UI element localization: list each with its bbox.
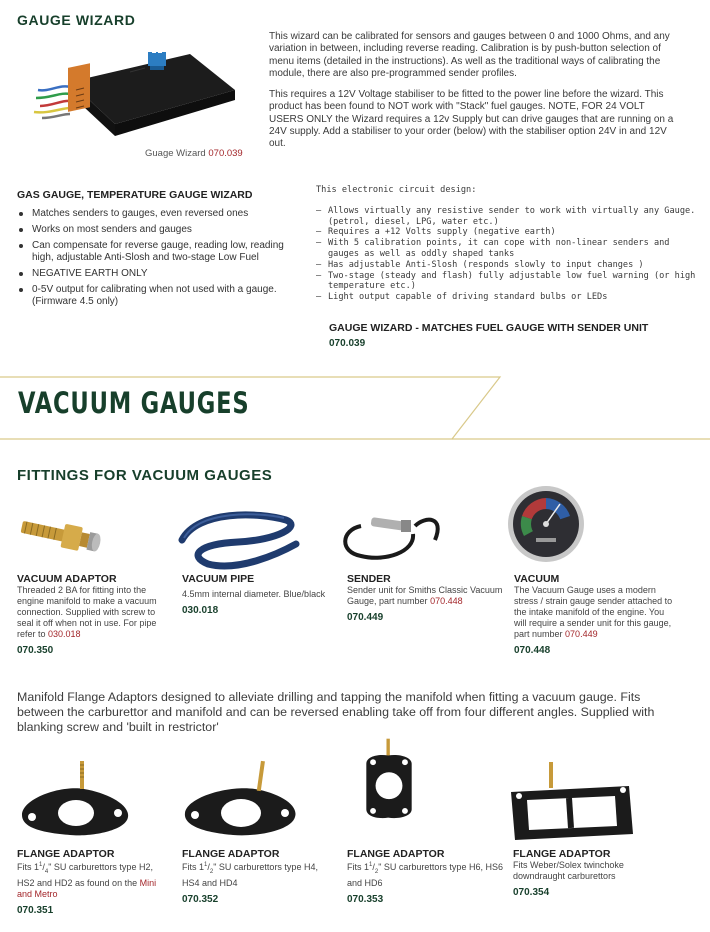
product-description: Fits Weber/Solex twinchoke downdraught carburettors <box>513 860 624 881</box>
product-title: FLANGE ADAPTOR <box>17 848 115 860</box>
flange-card-353 <box>347 848 505 905</box>
gauge-wizard-intro <box>269 31 677 160</box>
feature-list <box>18 208 303 312</box>
circuit-item: – Has adjustable Anti-Slosh (responds slowly to input changes ) <box>316 259 644 270</box>
vacuum-adaptor-image <box>14 500 154 584</box>
product-code[interactable]: 070.350 <box>17 645 54 656</box>
product-title: FLANGE ADAPTOR <box>182 848 280 860</box>
sender-image <box>335 496 475 580</box>
circuit-lead: This electronic circuit design: <box>316 185 477 195</box>
gauge-wizard-caption <box>145 148 243 159</box>
vacuum-gauges-title: VACUUM GAUGES <box>18 386 250 420</box>
caption-text: Guage Wizard <box>145 148 206 159</box>
product-code[interactable]: 070.449 <box>347 612 384 623</box>
product-title: FLANGE ADAPTOR <box>513 848 611 860</box>
product-title: FLANGE ADAPTOR <box>347 848 445 860</box>
feature-item: 0-5V output for calibrating when not used with a gauge. (Firmware 4.5 only) <box>18 284 303 308</box>
feature-item: Can compensate for reverse gauge, reading low, reading high, adjustable Anti-Slosh and two-stage Low Fuel <box>18 240 303 264</box>
order-code[interactable]: 070.039 <box>329 338 366 349</box>
caption-code-link[interactable]: 070.039 <box>208 148 243 159</box>
gas-gauge-subheading: GAS GAUGE, TEMPERATURE GAUGE WIZARD <box>17 189 253 201</box>
circuit-item: – With 5 calibration points, it can cope with non-linear senders and gauges as well as oddly shaped tanks <box>316 238 670 259</box>
product-title: VACUUM ADAPTOR <box>17 573 117 585</box>
product-code[interactable]: 070.352 <box>182 893 219 905</box>
product-card-vacuum-pipe <box>182 573 337 616</box>
product-description: Threaded 2 BA for fitting into the engine manifold to make a vacuum connection. Supplied with screw to seal it off when not in use. For pipe refer to 030.018 <box>17 585 157 639</box>
flange-card-351 <box>17 848 167 916</box>
product-link[interactable]: 070.449 <box>565 629 598 639</box>
flange-card-352 <box>182 848 337 905</box>
circuit-item: – Light output capable of driving standard bulbs or LEDs <box>316 292 608 303</box>
gauge-wizard-heading: GAUGE WIZARD <box>17 12 136 28</box>
gauge-wizard-image <box>30 32 250 144</box>
product-description: Fits $1^1/_4$" SU carburettors type H2, HS2 and HD2 as found on the Mini and Metro <box>17 862 157 899</box>
product-title: SENDER <box>347 573 391 585</box>
feature-item: NEGATIVE EARTH ONLY <box>18 268 303 280</box>
intro-paragraph-2: This requires a 12V Voltage stabiliser to be fitted to the power line before the wizard. This product has been found to NOT work with "Stack" fuel gauges. NOTE, FOR 24 VOLT USERS ONLY the Wizard requires a 12v Supply but can drive gauges that are running on a 24V supply. Add a stabiliser to your order (below) with the stabiliser option 24V in and 12V out. <box>269 89 674 150</box>
manifold-description: Manifold Flange Adaptors designed to alleviate drilling and tapping the manifold when fitting a vacuum gauge. Fits between the carburettor and manifold and can be reversed enabling take off from four different angles. Supplied with blanking screw and 'built in restrictor' <box>17 690 655 734</box>
circuit-item: – Allows virtually any resistive sender to work with virtually any Gauge. (petrol, diesel, LPG, water etc.) <box>316 205 696 227</box>
circuit-description <box>316 185 696 303</box>
vacuum-gauge-image <box>500 480 640 564</box>
circuit-item: – Two-stage (steady and flash) fully adjustable low fuel warning (or high temperature etc.) <box>316 270 696 292</box>
product-code[interactable]: 070.353 <box>347 893 384 905</box>
feature-item: Matches senders to gauges, even reversed ones <box>18 208 303 220</box>
vacuum-pipe-image <box>168 500 308 584</box>
product-title: VACUUM <box>514 573 560 585</box>
product-card-sender <box>347 573 505 623</box>
circuit-item: – Requires a +12 Volts supply (negative earth) <box>316 227 556 238</box>
product-title: VACUUM PIPE <box>182 573 255 585</box>
product-description: Fits $1^1/_2$" SU carburettors type H6, HS6 and HD6 <box>347 862 503 888</box>
flange-adaptor-351-image <box>10 755 150 839</box>
product-card-vacuum-gauge <box>514 573 674 656</box>
product-code[interactable]: 030.018 <box>182 605 219 616</box>
flange-adaptor-352-image <box>175 755 315 839</box>
product-code[interactable]: 070.448 <box>514 645 551 656</box>
product-link[interactable]: 070.448 <box>430 596 463 606</box>
product-description: 4.5mm internal diameter. Blue/black <box>182 589 326 599</box>
flange-adaptor-354-image <box>505 760 645 844</box>
product-card-vacuum-adaptor <box>17 573 167 656</box>
feature-item: Works on most senders and gauges <box>18 224 303 236</box>
product-code[interactable]: 070.351 <box>17 904 54 916</box>
intro-paragraph-1: This wizard can be calibrated for sensors and gauges between 0 and 1000 Ohms, and any variation in between, including reverse reading. Calibration is by push-button selection of menu items (detailed in the instructions). As well as the traditional ways of calibrating the module, there are also pre-programmed sender profiles. <box>269 31 670 79</box>
product-code[interactable]: 070.354 <box>513 887 550 898</box>
product-link[interactable]: 030.018 <box>48 629 81 639</box>
product-description: Sender unit for Smiths Classic Vacuum Gauge, part number 070.448 <box>347 585 503 606</box>
product-link[interactable]: Mini and Metro <box>17 877 157 899</box>
product-description: The Vacuum Gauge uses a modern stress / strain gauge sender attached to the intake manifold of the engine. You will require a sender unit for this gauge, part number 070.449 <box>514 585 673 639</box>
product-description: Fits $1^1/_2$" SU carburettors type H4, HS4 and HD4 <box>182 862 318 888</box>
fittings-heading: FITTINGS FOR VACUUM GAUGES <box>17 467 273 484</box>
flange-card-354 <box>513 848 673 898</box>
order-title: GAUGE WIZARD - MATCHES FUEL GAUGE WITH SENDER UNIT <box>329 322 649 334</box>
flange-adaptor-353-image <box>340 737 480 821</box>
